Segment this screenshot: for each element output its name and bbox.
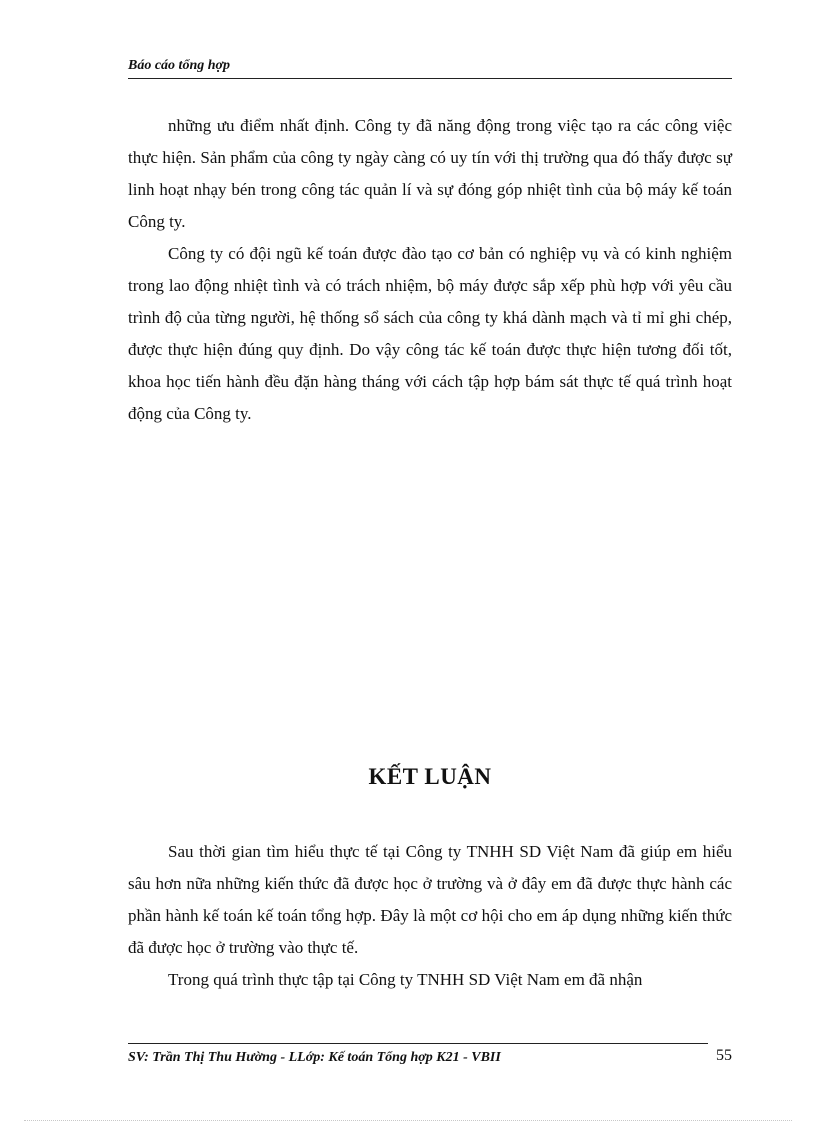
conclusion-heading: KẾT LUẬN — [368, 764, 492, 789]
paragraph: những ưu điểm nhất định. Công ty đã năng động trong việc tạo ra các công việc thực hiện. Sản phẩm của công ty ngày càng có uy tín với thị trường qua đó thấy được sự linh hoạt nhạy bén trong công tác quản lí và sự đóng góp nhiệt tình của bộ máy kế toán Công ty. — [128, 116, 732, 231]
paragraph: Sau thời gian tìm hiểu thực tế tại Công ty TNHH SD Việt Nam đã giúp em hiểu sâu hơn nữa những kiến thức đã được học ở trường và ở đây em đã được thực hành các phần hành kế toán kế toán tổng hợp. Đây là một cơ hội cho em áp dụng những kiến thức đã được học ở trường vào thực tế. — [128, 842, 732, 957]
page-bottom-border — [24, 1120, 792, 1121]
page-number: 55 — [716, 1047, 732, 1064]
paragraph: Trong quá trình thực tập tại Công ty TNHH SD Việt Nam em đã nhận — [168, 970, 643, 989]
body-section — [128, 110, 732, 430]
page-header-title: Báo cáo tổng hợp — [128, 58, 231, 73]
conclusion-section — [128, 836, 732, 996]
paragraph: Công ty có đội ngũ kế toán được đào tạo cơ bản có nghiệp vụ và có kinh nghiệm trong lao động nhiệt tình và có trách nhiệm, bộ máy được sắp xếp phù hợp với yêu cầu trình độ của từng người, hệ thống sổ sách của công ty khá dành mạch và tỉ mỉ ghi chép, được thực hiện đúng quy định. Do vậy công tác kế toán được thực hiện tương đối tốt, khoa học tiến hành đều đặn hàng tháng với cách tập hợp bám sát thực tế quá trình hoạt động của Công ty. — [128, 244, 732, 423]
footer-divider — [128, 1043, 708, 1044]
header-divider — [128, 78, 732, 79]
footer-author: SV: Trần Thị Thu Hường - LLớp: Kế toán Tổng hợp K21 - VBII — [128, 1050, 501, 1065]
